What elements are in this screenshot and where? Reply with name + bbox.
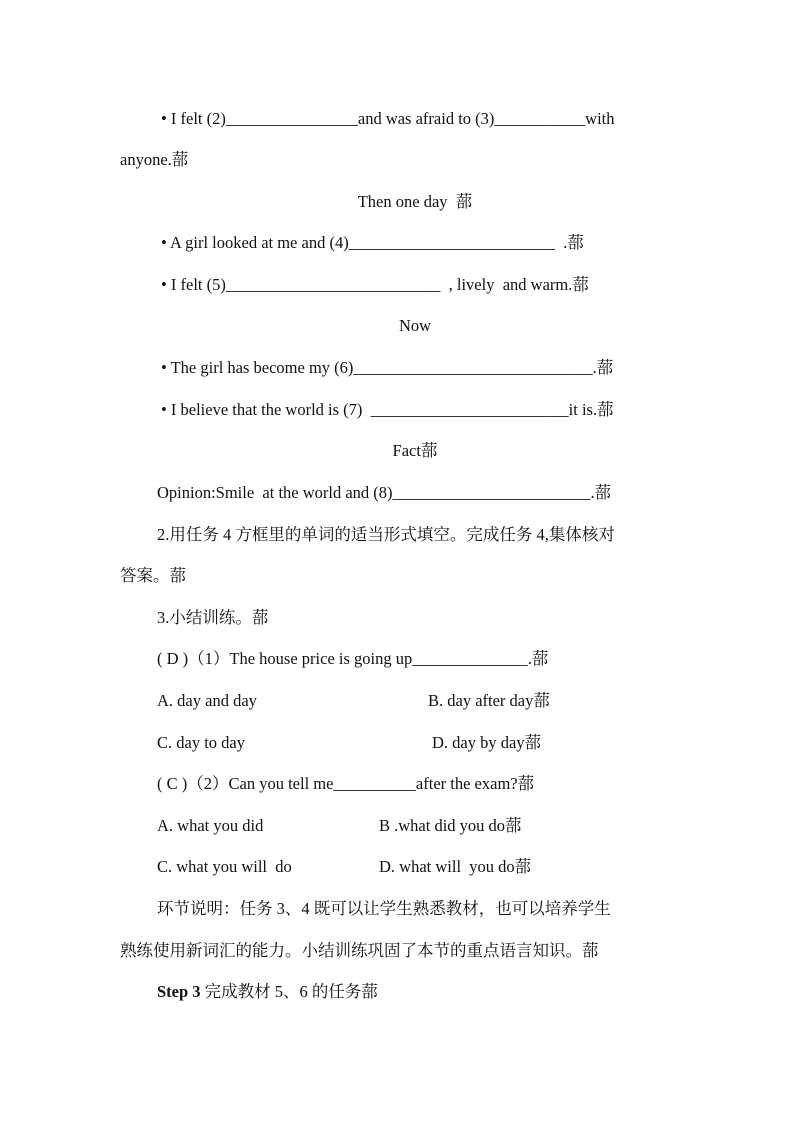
option-1d: D. day by day蔀	[432, 733, 542, 752]
text-line-felt-5: • I felt (5)__________________________ , lively and warm.蔀	[161, 275, 589, 294]
text-line-opinion: Opinion:Smile at the world and (8)________________________.蔀	[157, 483, 612, 502]
heading-fact: Fact蔀	[392, 441, 438, 460]
option-1b: B. day after day蔀	[428, 691, 550, 710]
text-line-anyone: anyone.蔀	[120, 150, 189, 169]
option-2c: C. what you will do	[157, 857, 292, 876]
text-line-girl-become: • The girl has become my (6)_____________________________.蔀	[161, 358, 614, 377]
step-3-text: 完成教材 5、6 的任务蔀	[200, 982, 378, 1001]
option-1c: C. day to day	[157, 733, 245, 752]
step-3-heading	[157, 981, 378, 1003]
text-line-felt-2-3: • I felt (2)________________and was afraid to (3)___________with	[161, 109, 615, 128]
question-2: ( C )（2）Can you tell me__________after the exam?蔀	[157, 774, 535, 793]
instruction-2: 2.用任务 4 方框里的单词的适当形式填空。完成任务 4,集体核对	[157, 525, 615, 544]
heading-now: Now	[398, 316, 432, 335]
instruction-2-cont: 答案。蔀	[120, 566, 186, 585]
option-2a: A. what you did	[157, 816, 264, 835]
heading-then-one-day: Then one day 蔀	[357, 192, 473, 211]
step-3-label: Step 3	[157, 982, 201, 1001]
option-2b: B .what did you do蔀	[379, 816, 522, 835]
option-2d: D. what will you do蔀	[379, 857, 532, 876]
option-1a: A. day and day	[157, 691, 257, 710]
explanation-line-2: 熟练使用新词汇的能力。小结训练巩固了本节的重点语言知识。蔀	[120, 941, 599, 960]
instruction-3: 3.小结训练。蔀	[157, 608, 269, 627]
explanation-line-1: 环节说明：任务 3、4 既可以让学生熟悉教材，也可以培养学生	[157, 899, 611, 918]
question-1: ( D )（1）The house price is going up______________.蔀	[157, 649, 549, 668]
text-line-believe-world: • I believe that the world is (7) ________________________it is.蔀	[161, 400, 614, 419]
text-line-girl-looked: • A girl looked at me and (4)_________________________ .蔀	[161, 233, 584, 252]
